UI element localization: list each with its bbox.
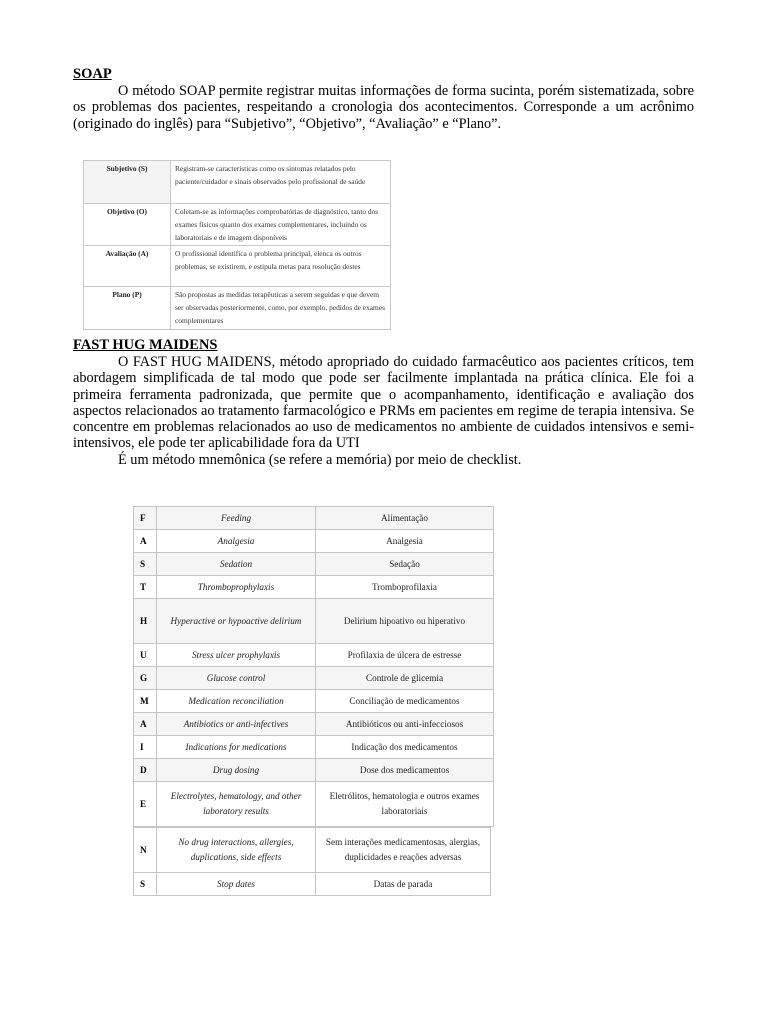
letter-cell: G — [134, 667, 157, 690]
soap-key: Plano (P) — [84, 287, 171, 330]
soap-desc: Coletam-se as informações comprobatórias de diagnóstico, tanto dos exames físicos quanto dos exames complementares, incluindo os laboratoriais e de imagem disponíveis — [171, 204, 391, 246]
letter-cell: A — [134, 713, 157, 736]
soap-paragraph: O método SOAP permite registrar muitas informações de forma sucinta, porém sistematizada, sobre os problemas dos pacientes, respeitando a cronologia dos acontecimentos. Corresponde a um acrônimo (originado do inglês) para “Subjetivo”, “Objetivo”, “Avaliação” e “Plano”. — [73, 83, 694, 132]
portuguese-cell: Datas de parada — [316, 873, 491, 896]
fasthug-table-continued — [133, 827, 491, 896]
portuguese-cell: Analgesia — [316, 530, 494, 553]
table-row — [134, 713, 494, 736]
letter-cell: D — [134, 759, 157, 782]
portuguese-cell: Conciliação de medicamentos — [316, 690, 494, 713]
table-row — [84, 161, 391, 204]
table-row — [134, 736, 494, 759]
english-cell: Analgesia — [157, 530, 316, 553]
portuguese-cell: Tromboprofilaxia — [316, 576, 494, 599]
document-page — [73, 66, 694, 132]
table-row — [134, 828, 491, 873]
letter-cell: E — [134, 782, 157, 827]
english-cell: Antibiotics or anti-infectives — [157, 713, 316, 736]
table-row — [134, 873, 491, 896]
table-row — [134, 644, 494, 667]
fasthug-paragraph-checklist: É um método mnemônica (se refere a memória) por meio de checklist. — [118, 451, 522, 468]
portuguese-cell: Eletrólitos, hematologia e outros exames laboratoriais — [316, 782, 494, 827]
table-row — [134, 759, 494, 782]
english-cell: Stress ulcer prophylaxis — [157, 644, 316, 667]
english-cell: Drug dosing — [157, 759, 316, 782]
soap-heading: SOAP — [73, 66, 112, 82]
english-cell: Indications for medications — [157, 736, 316, 759]
portuguese-cell: Profilaxia de úlcera de estresse — [316, 644, 494, 667]
soap-key: Subjetivo (S) — [84, 161, 171, 204]
portuguese-cell: Sem interações medicamentosas, alergias, duplicidades e reações adversas — [316, 828, 491, 873]
table-row — [134, 553, 494, 576]
portuguese-cell: Antibióticos ou anti-infecciosos — [316, 713, 494, 736]
soap-key: Objetivo (O) — [84, 204, 171, 246]
soap-desc: O profissional identifica o problema principal, elenca os outros problemas, se existirem, e estipula metas para resolução destes — [171, 246, 391, 287]
english-cell: No drug interactions, allergies, duplications, side effects — [157, 828, 316, 873]
soap-desc: São propostas as medidas terapêuticas a serem seguidas e que devem ser observadas posteriormente, como, por exemplo, pedidos de exames complementares — [171, 287, 391, 330]
soap-key: Avaliação (A) — [84, 246, 171, 287]
letter-cell: F — [134, 507, 157, 530]
table-row — [134, 690, 494, 713]
table-row — [134, 576, 494, 599]
table-row — [134, 530, 494, 553]
letter-cell: H — [134, 599, 157, 644]
letter-cell: U — [134, 644, 157, 667]
table-row — [84, 204, 391, 246]
table-row — [134, 507, 494, 530]
portuguese-cell: Delirium hipoativo ou hiperativo — [316, 599, 494, 644]
letter-cell: N — [134, 828, 157, 873]
soap-table — [83, 160, 391, 330]
table-row — [134, 782, 494, 827]
letter-cell: T — [134, 576, 157, 599]
fasthug-section — [73, 337, 694, 468]
fasthug-paragraph: O FAST HUG MAIDENS, método apropriado do cuidado farmacêutico aos pacientes críticos, tem abordagem simplificada de tal modo que pode ser facilmente implantada na prática clínica. Ele foi a primeira ferramenta padronizada, que permite que o acompanhamento, identificação e avaliação dos aspectos relacionados ao tratamento farmacológico e PRMs em pacientes em regime de terapia intensiva. Se concentre em problemas relacionados ao uso de medicamentos no ambiente de cuidados intensivos e semi-intensivos, ele pode ter aplicabilidade fora da UTI — [73, 354, 694, 452]
table-row — [84, 287, 391, 330]
fasthug-table-wrap — [133, 506, 494, 896]
english-cell: Medication reconciliation — [157, 690, 316, 713]
table-row — [84, 246, 391, 287]
letter-cell: M — [134, 690, 157, 713]
portuguese-cell: Indicação dos medicamentos — [316, 736, 494, 759]
portuguese-cell: Dose dos medicamentos — [316, 759, 494, 782]
fasthug-heading: FAST HUG MAIDENS — [73, 337, 218, 353]
english-cell: Sedation — [157, 553, 316, 576]
portuguese-cell: Sedação — [316, 553, 494, 576]
soap-desc: Registram-se características como os sintomas relatados pelo paciente/cuidador e sinais observados pelo profissional de saúde — [171, 161, 391, 204]
table-row — [134, 667, 494, 690]
letter-cell: S — [134, 873, 157, 896]
english-cell: Glucose control — [157, 667, 316, 690]
english-cell: Hyperactive or hypoactive delirium — [157, 599, 316, 644]
portuguese-cell: Alimentação — [316, 507, 494, 530]
letter-cell: S — [134, 553, 157, 576]
english-cell: Thromboprophylaxis — [157, 576, 316, 599]
english-cell: Feeding — [157, 507, 316, 530]
english-cell: Electrolytes, hematology, and other laboratory results — [157, 782, 316, 827]
letter-cell: I — [134, 736, 157, 759]
english-cell: Stop dates — [157, 873, 316, 896]
table-row — [134, 599, 494, 644]
portuguese-cell: Controle de glicemia — [316, 667, 494, 690]
letter-cell: A — [134, 530, 157, 553]
fasthug-table — [133, 506, 494, 827]
